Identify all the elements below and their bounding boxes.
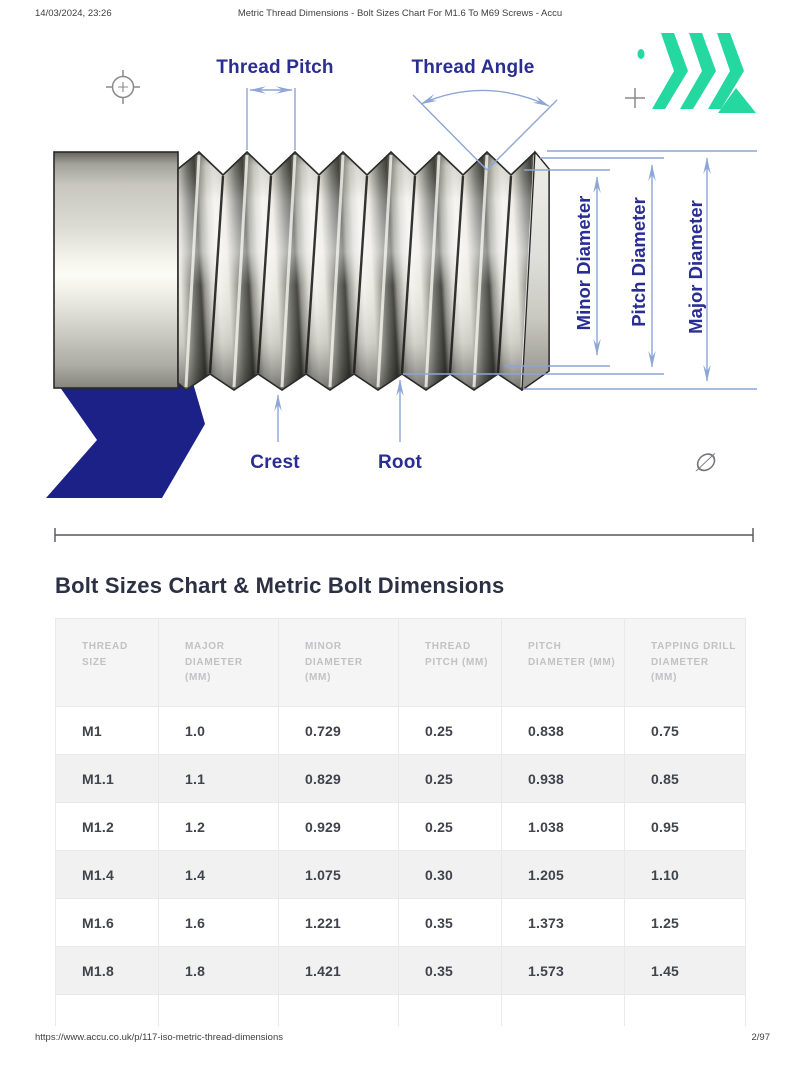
column-header-pitch-diameter: PITCH DIAMETER (MM) [502,619,625,707]
plus-icon [625,88,645,108]
root-label: Root [377,452,423,473]
table-row [56,851,746,899]
cell-minor-diameter: 1.421 [279,947,399,995]
cell-thread-size: M1 [56,707,159,755]
thread-pitch-label: Thread Pitch [216,57,334,78]
thread-angle-label: Thread Angle [411,57,535,78]
cell-minor-diameter: 0.729 [279,707,399,755]
column-header-major-diameter: MAJOR DIAMETER (MM) [159,619,279,707]
bolt-sizes-table [55,618,746,1026]
cell-thread-pitch: 0.35 [399,947,502,995]
column-header-tapping-drill: TAPPING DRILL DIAMETER (MM) [625,619,746,707]
print-datetime: 14/03/2024, 23:26 [35,8,112,19]
column-header-thread-size: THREAD SIZE [56,619,159,707]
table-row-clipped [56,995,746,1027]
diameter-symbol: ∅ [693,449,715,477]
table-row [56,899,746,947]
cell-pitch-diameter: 1.038 [502,803,625,851]
table-row [56,947,746,995]
cell-major-diameter: 1.8 [159,947,279,995]
cell-tapping-drill: 0.75 [625,707,746,755]
cell-thread-pitch: 0.30 [399,851,502,899]
cell-minor-diameter: 1.221 [279,899,399,947]
cell-tapping-drill: 1.10 [625,851,746,899]
print-page-title: Metric Thread Dimensions - Bolt Sizes Chart For M1.6 To M69 Screws - Accu [237,8,563,19]
width-rule [55,528,753,542]
cell-thread-size: M1.6 [56,899,159,947]
minor-diameter-label: Minor Diameter [573,195,594,331]
registration-mark-icon [106,70,140,104]
cell-pitch-diameter: 1.573 [502,947,625,995]
table-row [56,707,746,755]
major-diameter-label: Major Diameter [685,200,706,334]
table-header-row [56,619,746,707]
table-row [56,755,746,803]
cell-tapping-drill: 1.45 [625,947,746,995]
cell-major-diameter: 1.1 [159,755,279,803]
bolt-shank [54,152,178,388]
column-header-minor-diameter: MINOR DIAMETER (MM) [279,619,399,707]
cell-major-diameter: 1.2 [159,803,279,851]
cell-pitch-diameter: 1.373 [502,899,625,947]
cell-thread-size: M1.2 [56,803,159,851]
cell-thread-size: M1.4 [56,851,159,899]
cell-thread-pitch: 0.25 [399,707,502,755]
cell-thread-size: M1.8 [56,947,159,995]
column-header-thread-pitch: THREAD PITCH (MM) [399,619,502,707]
cell-thread-pitch: 0.35 [399,899,502,947]
crest-label: Crest [250,452,300,473]
cell-tapping-drill: 1.25 [625,899,746,947]
accu-watermark-chevron [46,383,205,498]
cell-tapping-drill: 0.85 [625,755,746,803]
cell-pitch-diameter: 0.938 [502,755,625,803]
pitch-diameter-label: Pitch Diameter [628,197,649,327]
page-title: Bolt Sizes Chart & Metric Bolt Dimensions [55,573,505,598]
cell-minor-diameter: 0.829 [279,755,399,803]
cell-major-diameter: 1.6 [159,899,279,947]
bolt-threads [178,152,549,390]
bolt-sizes-table-container [55,618,747,1026]
cell-thread-pitch: 0.25 [399,755,502,803]
table-row [56,803,746,851]
print-source-url: https://www.accu.co.uk/p/117-iso-metric-thread-dimensions [35,1032,283,1043]
cell-thread-size: M1.1 [56,755,159,803]
cell-pitch-diameter: 1.205 [502,851,625,899]
cell-pitch-diameter: 0.838 [502,707,625,755]
cell-major-diameter: 1.0 [159,707,279,755]
cell-thread-pitch: 0.25 [399,803,502,851]
cell-major-diameter: 1.4 [159,851,279,899]
print-page-number: 2/97 [751,1032,770,1043]
cell-tapping-drill: 0.95 [625,803,746,851]
cell-minor-diameter: 0.929 [279,803,399,851]
cell-minor-diameter: 1.075 [279,851,399,899]
